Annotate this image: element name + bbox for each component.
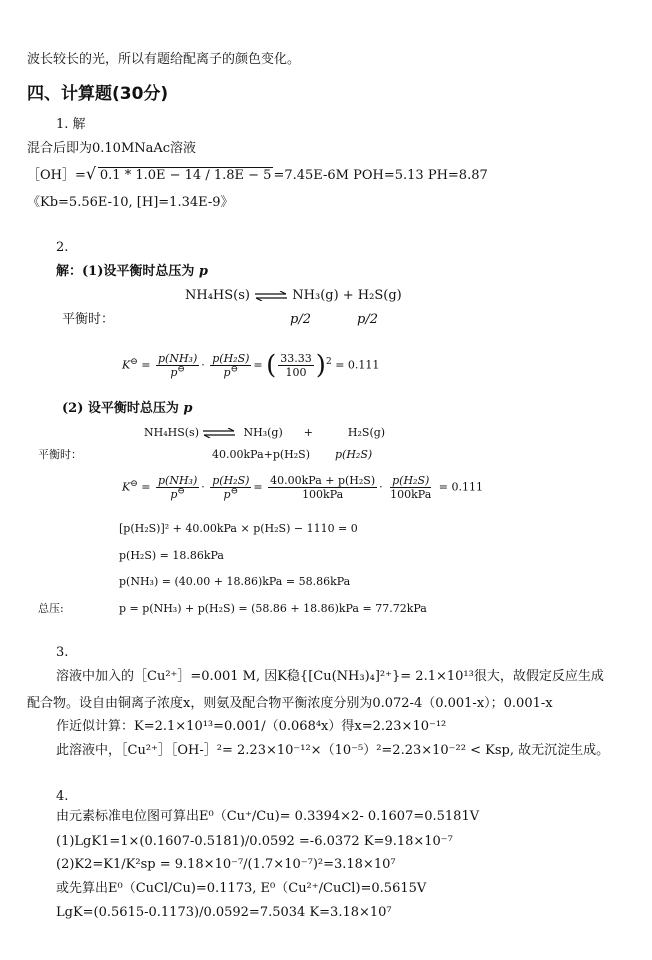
- k1-frac-h2s: $\frac{\text{p(H₂S)}}{p^⊖}$: [212, 352, 250, 379]
- q4-line-5: LgK=(0.5615-0.1173)/0.0592=7.5034 K=3.18×10⁷: [56, 905, 392, 920]
- total-pressure-label: 总压:: [38, 602, 64, 615]
- k1-frac-value: $\frac{33.33}{100}$: [280, 352, 312, 379]
- q2-reaction-2: NH₄HS(s) NH₃(g) + H₂S(g): [144, 426, 386, 439]
- eq-label-1: 平衡时：: [62, 312, 115, 327]
- q4-number: 4.: [56, 789, 69, 804]
- q3-line-1: 溶液中加入的［Cu²⁺］=0.001 M, 因K稳{[Cu(NH₃)₄]²⁺}= 2.1×10¹³很大，故假定反应生成: [56, 669, 604, 684]
- intro-line: 波长较长的光，所以有题给配离子的颜色变化。: [27, 52, 301, 67]
- q4-line-4: 或先算出E⁰（CuCl/Cu)=0.1173, E⁰（Cu²⁺/CuCl)=0.5615V: [56, 881, 427, 896]
- k2-result: = 0.111: [438, 480, 483, 494]
- sqrt-expression: √ 0.1 * 1.0E − 14 / 1.8E − 5: [85, 164, 272, 183]
- q1-line-3: 《Kb=5.56E-10, [H]=1.34E-9》: [27, 195, 234, 210]
- q2-part1-var: p: [198, 264, 208, 279]
- quadratic-equation: [p(H₂S)]² + 40.00kPa × p(H₂S) − 1110 = 0: [119, 522, 358, 535]
- q4-line-3: (2)K2=K1/K²sp = 9.18×10⁻⁷/(1.7×10⁻⁷)²=3.18×10⁷: [56, 857, 396, 872]
- oh-rhs: =7.45E-6M POH=5.13 PH=8.87: [273, 168, 488, 183]
- oh-lhs: ［OH］=: [27, 168, 86, 183]
- k2-equation: K⊖ = $\frac{\text{p(NH₃)}}{p^⊖}$ · $\frac{\text{p(H₂S)}}{p^⊖}$ = $\frac{\text{40.00kPa + p(H₂S)}}{\text{100kPa}}$ · $\frac{\text{p(H₂S)}}{\text{100kPa}}$ = 0.111: [122, 474, 483, 501]
- q1-number: 1. 解: [56, 117, 86, 132]
- q1-line-1: 混合后即为0.10MNaAc溶液: [27, 141, 197, 156]
- eq-label-2: 平衡时：: [38, 448, 82, 461]
- eq2-h2s: p(H₂S): [335, 448, 373, 461]
- q3-line-2: 配合物。设自由铜离子浓度x，则氨及配合物平衡浓度分别为0.072-4（0.001-x）；0.001-x: [27, 696, 553, 711]
- q4-line-1: 由元素标准电位图可算出E⁰（Cu⁺/Cu)= 0.3394×2- 0.1607=0.5181V: [56, 809, 480, 824]
- total-pressure: p = p(NH₃) + p(H₂S) = (58.86 + 18.86)kPa = 77.72kPa: [119, 602, 427, 615]
- q2-part2-label: [62, 401, 193, 417]
- k2-frac-h2s: $\frac{\text{p(H₂S)}}{\text{100kPa}}$: [390, 474, 432, 501]
- reaction-1-lhs: NH₄HS(s): [185, 288, 250, 303]
- equilibrium-arrow-icon: [254, 291, 288, 301]
- q1-oh-equation: [27, 164, 488, 184]
- q3-number: 3.: [56, 645, 69, 660]
- q2-reaction-1: [185, 288, 402, 304]
- q2-part2-text: (2) 设平衡时总压为: [62, 401, 179, 416]
- k1-result: = 0.111: [335, 358, 380, 372]
- q2-part1-text: 解：(1)设平衡时总压为: [56, 264, 195, 279]
- equilibrium-arrow-icon: [202, 428, 236, 438]
- q3-line-3: 作近似计算：K=2.1×10¹³=0.001/（0.068⁴x）得x=2.23×10⁻¹²: [56, 719, 447, 734]
- pnh3-result: p(NH₃) = (40.00 + 18.86)kPa = 58.86kPa: [119, 575, 351, 588]
- q2-part2-var: p: [183, 401, 193, 416]
- k2-frac-nh3: $\frac{\text{40.00kPa + p(H₂S)}}{\text{100kPa}}$: [270, 474, 376, 501]
- k1-frac-nh3: $\frac{\text{p(NH₃)}}{p^⊖}$: [157, 352, 198, 379]
- section-title: 四、计算题(30分): [27, 84, 169, 104]
- q2-part1-label: [56, 264, 208, 280]
- k1-symbol: K: [122, 358, 131, 372]
- p-half-nh3: p/2: [290, 312, 311, 327]
- eq2-nh3: 40.00kPa+p(H₂S): [212, 448, 311, 461]
- q3-line-4: 此溶液中，［Cu²⁺］［OH-］²= 2.23×10⁻¹²×（10⁻⁵）²=2.23×10⁻²² < Ksp, 故无沉淀生成。: [56, 743, 610, 758]
- ph2s-result: p(H₂S) = 18.86kPa: [119, 549, 224, 562]
- q2-number: 2.: [56, 240, 69, 255]
- sqrt-radicand: 0.1 * 1.0E − 14 / 1.8E − 5: [99, 168, 272, 183]
- k1-equation: K⊖ = $\frac{\text{p(NH₃)}}{p^⊖}$ · $\frac{\text{p(H₂S)}}{p^⊖}$ = ( $\frac{33.33}{100}$ )$^2$ = 0.111: [122, 350, 380, 381]
- q4-line-2: (1)LgK1=1×(0.1607-0.5181)/0.0592 =-6.0372 K=9.18×10⁻⁷: [56, 834, 453, 849]
- reaction-1-rhs: NH₃(g) + H₂S(g): [292, 288, 402, 303]
- p-half-h2s: p/2: [357, 312, 378, 327]
